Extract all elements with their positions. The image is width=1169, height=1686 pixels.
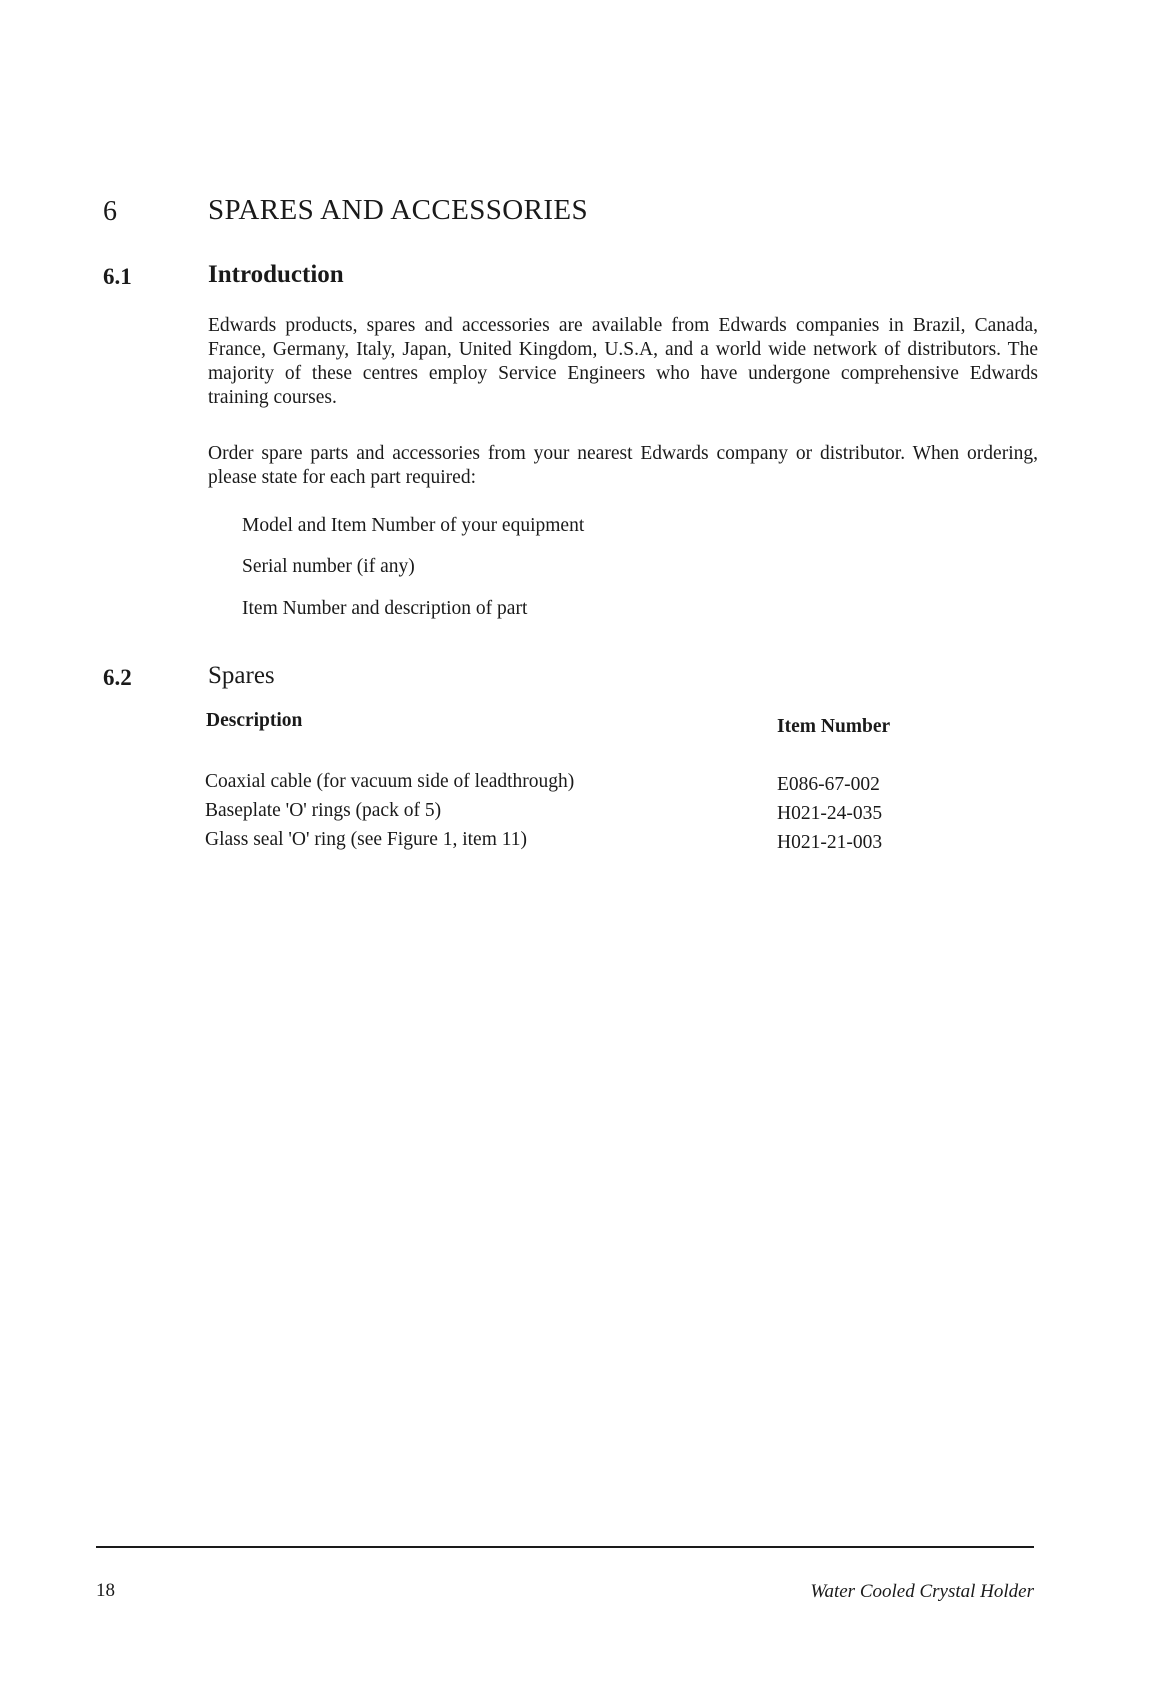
- spares-row-description: Coaxial cable (for vacuum side of leadthrough): [205, 771, 575, 792]
- introduction-paragraph-ordering: Order spare parts and accessories from your nearest Edwards company or distributor. When ordering, please state for each part required:: [208, 443, 1038, 488]
- chapter-number: 6: [103, 196, 117, 227]
- description-column-header: Description: [206, 710, 303, 731]
- spares-section-title: Spares: [208, 662, 275, 689]
- requirement-item: Model and Item Number of your equipment: [242, 515, 585, 536]
- requirement-item: Serial number (if any): [242, 556, 415, 577]
- item-number-column-header: Item Number: [777, 716, 891, 737]
- spares-row-description: Baseplate 'O' rings (pack of 5): [205, 800, 442, 821]
- spares-row-item-number: H021-24-035: [777, 803, 883, 824]
- requirement-item: Item Number and description of part: [242, 598, 528, 619]
- footer-divider: [96, 1546, 1034, 1548]
- introduction-section-title: Introduction: [208, 261, 344, 288]
- spares-row-item-number: E086-67-002: [777, 774, 880, 795]
- spares-row-description: Glass seal 'O' ring (see Figure 1, item 11): [205, 829, 528, 850]
- chapter-title: SPARES AND ACCESSORIES: [208, 194, 589, 226]
- page-number: 18: [96, 1580, 115, 1601]
- document-title: Water Cooled Crystal Holder: [810, 1581, 1034, 1602]
- introduction-section-number: 6.1: [103, 264, 132, 289]
- introduction-paragraph-availability: Edwards products, spares and accessories are available from Edwards companies in Brazil, Canada, France, Germany, Italy, Japan, United Kingdom, U.S.A, and a world wide network of distributors. The majority of these centres employ Service Engineers who have undergone comprehensive Edwards training courses.: [208, 315, 1038, 408]
- spares-section-number: 6.2: [103, 665, 132, 690]
- spares-row-item-number: H021-21-003: [777, 832, 883, 853]
